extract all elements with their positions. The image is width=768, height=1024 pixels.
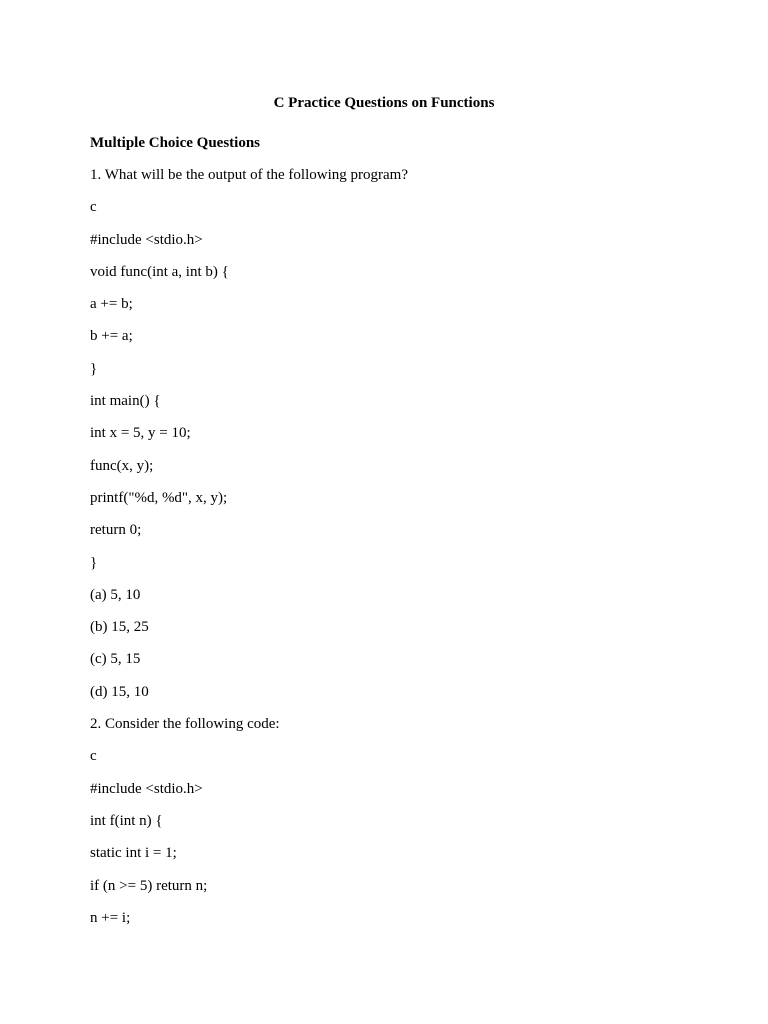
text-line: (d) 15, 10 [90,683,149,700]
text-line: int f(int n) { [90,812,163,829]
section-heading: Multiple Choice Questions [90,135,261,151]
text-line: (c) 5, 15 [90,651,141,668]
text-line: c [90,748,97,765]
text-line: #include <stdio.h> [90,780,203,797]
text-line: 2. Consider the following code: [90,716,280,733]
text-line: (a) 5, 10 [90,586,141,603]
text-line: printf("%d, %d", x, y); [90,489,228,506]
text-line: void func(int a, int b) { [90,263,229,280]
text-line: if (n >= 5) return n; [90,877,208,894]
text-line: } [90,554,98,571]
text-line: #include <stdio.h> [90,231,203,248]
text-line: 1. What will be the output of the following program? [90,167,408,183]
document-body [90,133,710,940]
text-line: c [90,199,97,216]
text-line: } [90,360,98,377]
document-title: C Practice Questions on Functions [273,95,495,111]
text-line: int x = 5, y = 10; [90,425,191,442]
text-line: static int i = 1; [90,845,177,862]
text-line: b += a; [90,328,133,345]
text-line: func(x, y); [90,457,154,474]
text-lines [90,165,710,940]
text-line: a += b; [90,296,133,313]
text-line: n += i; [90,909,131,926]
text-line: return 0; [90,522,142,539]
text-line: (b) 15, 25 [90,619,149,636]
text-line: int main() { [90,393,161,410]
